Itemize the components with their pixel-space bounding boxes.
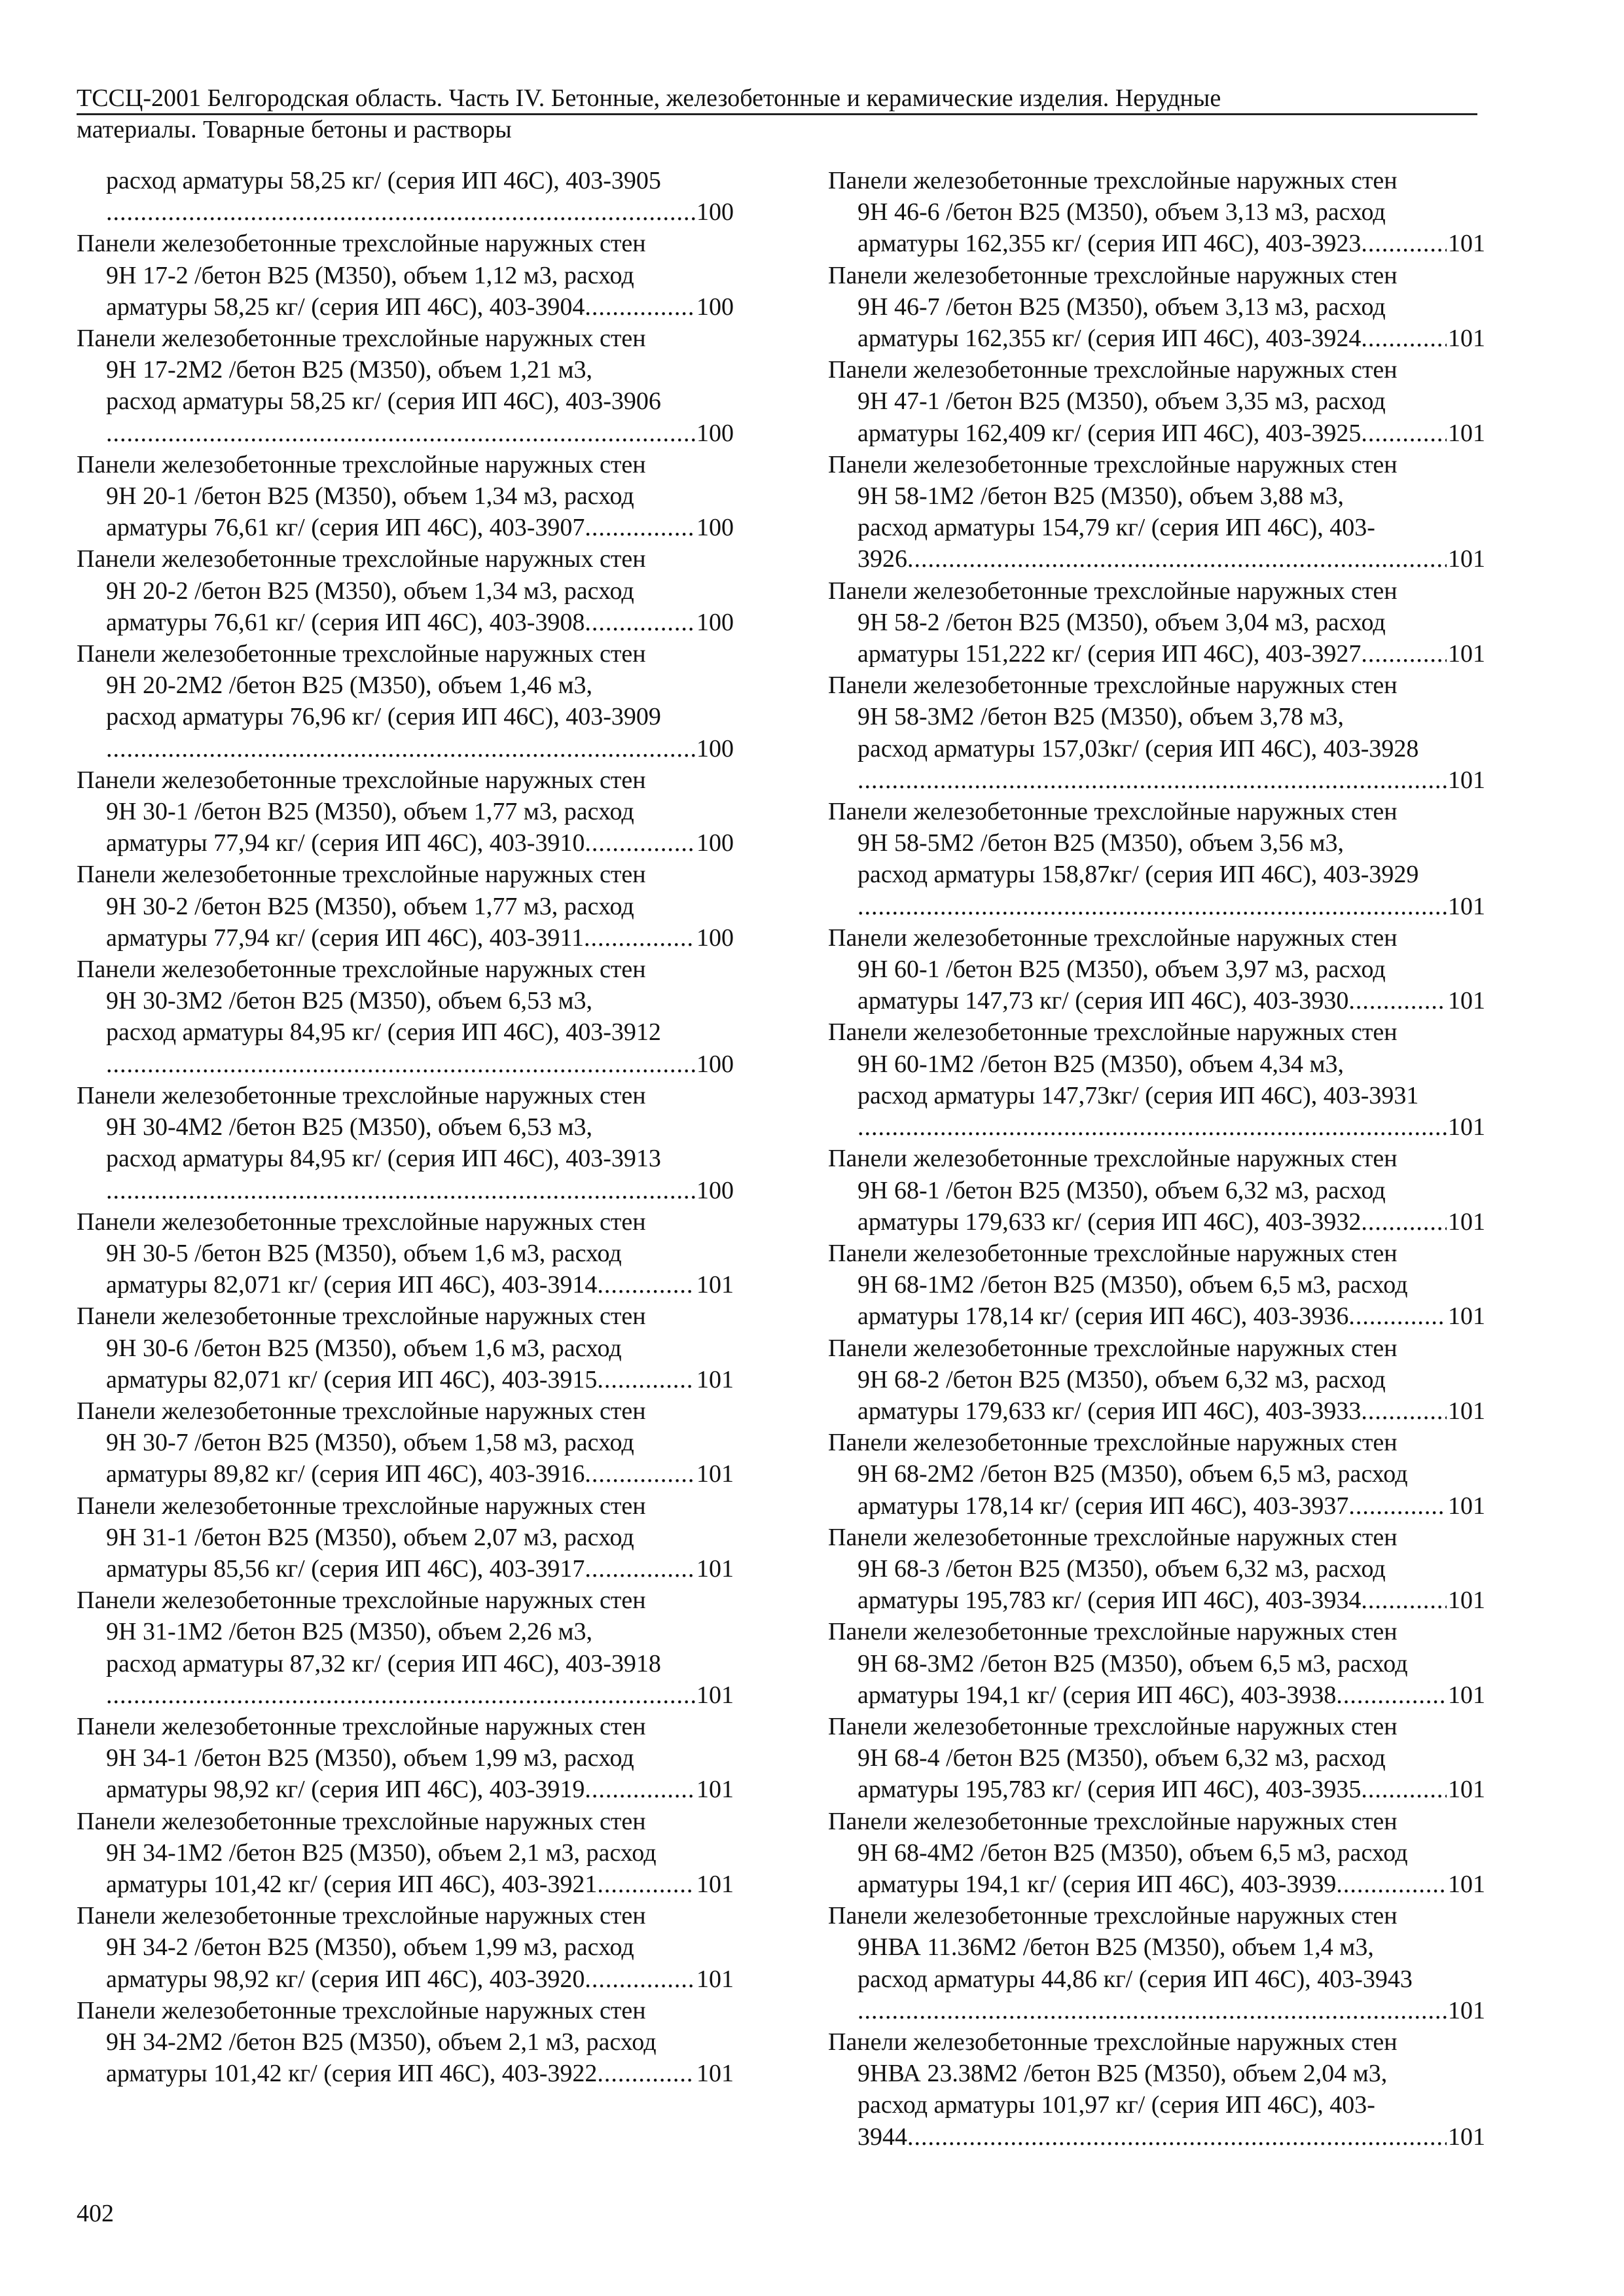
entry-leader-line	[77, 827, 734, 859]
entry-title-line: Панели железобетонные трехслойные наружных стен	[828, 1145, 1398, 1173]
entry-page-number: 101	[1448, 1587, 1485, 1615]
entry-text-line: 9Н 31-1М2 /бетон B25 (M350), объем 2,26 м3,	[106, 1618, 593, 1646]
dot-leader	[1336, 1679, 1447, 1711]
entry-title-line: Панели железобетонные трехслойные наружных стен	[77, 1712, 646, 1740]
entry-page-number: 101	[1448, 1113, 1485, 1141]
entry-leader-text: арматуры 98,92 кг/ (серия ИП 46С), 403-3919	[106, 1776, 585, 1804]
index-entry	[828, 165, 1485, 260]
entry-page-number: 101	[1448, 766, 1485, 794]
dot-leader	[106, 1679, 695, 1711]
dot-leader	[1336, 1869, 1447, 1900]
index-entry	[828, 796, 1485, 922]
entry-text-line: 9Н 68-4М2 /бетон B25 (M350), объем 6,5 м3, расход	[857, 1839, 1408, 1867]
dot-leader	[1348, 985, 1447, 1016]
index-entry	[77, 1080, 734, 1206]
entry-leader-line	[828, 985, 1485, 1016]
entry-title-line: Панели железобетонные трехслойные наружных стен	[828, 924, 1398, 952]
dot-leader	[106, 733, 695, 764]
entry-leader-text: арматуры 151,222 кг/ (серия ИП 46С), 403-3927	[857, 640, 1362, 668]
entry-title-line: Панели железобетонные трехслойные наружных стен	[77, 640, 646, 668]
entry-leader-line	[77, 733, 734, 764]
entry-text-line: 9Н 30-4М2 /бетон B25 (M350), объем 6,53 м3,	[106, 1113, 593, 1141]
right-column	[828, 165, 1485, 2153]
entry-text-line: 9Н 17-2М2 /бетон B25 (M350), объем 1,21 м3,	[106, 356, 593, 384]
entry-leader-line	[77, 291, 734, 323]
index-entry	[828, 449, 1485, 575]
index-entry	[77, 1585, 734, 1711]
entry-text-line: 9Н 60-1 /бетон B25 (M350), объем 3,97 м3, расход	[857, 956, 1386, 984]
entry-title-line: Панели железобетонные трехслойные наружных стен	[828, 1239, 1398, 1267]
entry-leader-text: арматуры 195,783 кг/ (серия ИП 46С), 403-3934	[857, 1587, 1362, 1615]
entry-page-number: 100	[696, 1050, 734, 1078]
index-entry	[828, 1333, 1485, 1427]
entry-leader-text: арматуры 77,94 кг/ (серия ИП 46С), 403-3910	[106, 829, 585, 857]
entry-page-number: 101	[1448, 1681, 1485, 1709]
entry-leader-line	[828, 543, 1485, 575]
entry-page-number: 101	[1448, 1397, 1485, 1425]
index-entry	[77, 228, 734, 323]
entry-title-line: Панели железобетонные трехслойные наружных стен	[828, 261, 1398, 289]
entry-leader-text: арматуры 82,071 кг/ (серия ИП 46С), 403-3914	[106, 1271, 598, 1299]
entry-leader-line	[828, 638, 1485, 670]
dot-leader	[1348, 1300, 1447, 1332]
entry-text-line: 9Н 60-1М2 /бетон B25 (M350), объем 4,34 м3,	[857, 1050, 1344, 1078]
entry-text-line: 9Н 34-2 /бетон B25 (M350), объем 1,99 м3, расход	[106, 1933, 634, 1962]
entry-text-line: 9Н 68-2 /бетон B25 (M350), объем 6,32 м3, расход	[857, 1365, 1386, 1393]
entry-leader-text: арматуры 76,61 кг/ (серия ИП 46С), 403-3908	[106, 608, 585, 636]
dot-leader	[857, 764, 1447, 796]
entry-leader-line	[828, 1679, 1485, 1711]
entry-text-line: 9Н 20-2М2 /бетон B25 (M350), объем 1,46 м3,	[106, 672, 593, 700]
index-entry	[828, 1238, 1485, 1333]
entry-leader-line	[77, 607, 734, 638]
entry-leader-text: арматуры 82,071 кг/ (серия ИП 46С), 403-3915	[106, 1365, 598, 1393]
entry-title-line: Панели железобетонные трехслойные наружных стен	[828, 2028, 1398, 2056]
entry-leader-text: арматуры 101,42 кг/ (серия ИП 46С), 403-3922	[106, 2060, 598, 2088]
left-column	[77, 165, 734, 2089]
entry-title-line: Панели железобетонные трехслойные наружных стен	[77, 1807, 646, 1835]
dot-leader	[597, 2058, 695, 2089]
index-entry	[77, 764, 734, 859]
entry-leader-text: арматуры 85,56 кг/ (серия ИП 46С), 403-3917	[106, 1554, 585, 1583]
entry-title-line: Панели железобетонные трехслойные наружных стен	[77, 1587, 646, 1615]
index-entry	[77, 165, 734, 228]
entry-text-line: 9НВА 11.36М2 /бетон B25 (M350), объем 1,4 м3,	[857, 1933, 1374, 1962]
entry-title-line: Панели железобетонные трехслойные наружных стен	[77, 545, 646, 573]
entry-leader-line	[828, 764, 1485, 796]
entry-page-number: 101	[1448, 419, 1485, 447]
dot-leader	[1361, 1206, 1447, 1238]
entry-page-number: 101	[1448, 987, 1485, 1015]
entry-page-number: 101	[1448, 892, 1485, 920]
index-entry	[77, 954, 734, 1080]
entry-page-number: 101	[696, 1870, 734, 1898]
dot-leader	[597, 1869, 695, 1900]
dot-leader	[1361, 638, 1447, 670]
entry-text-line: 9Н 30-2 /бетон B25 (M350), объем 1,77 м3, расход	[106, 892, 634, 920]
entry-title-line: Панели железобетонные трехслойные наружных стен	[77, 861, 646, 889]
entry-text-line: расход арматуры 58,25 кг/ (серия ИП 46С), 403-3906	[106, 387, 661, 416]
dot-leader	[585, 1553, 695, 1585]
entry-leader-text: арматуры 98,92 кг/ (серия ИП 46С), 403-3920	[106, 1965, 585, 1993]
entry-title-line: Панели железобетонные трехслойные наружных стен	[77, 325, 646, 353]
entry-text-line: 9Н 68-3 /бетон B25 (M350), объем 6,32 м3, расход	[857, 1554, 1386, 1583]
entry-leader-line	[828, 418, 1485, 449]
entry-text-line: расход арматуры 84,95 кг/ (серия ИП 46С), 403-3913	[106, 1145, 661, 1173]
entry-leader-text: арматуры 77,94 кг/ (серия ИП 46С), 403-3911	[106, 924, 584, 952]
dot-leader	[585, 1964, 695, 1995]
entry-title-line: Панели железобетонные трехслойные наружных стен	[828, 1618, 1398, 1646]
entry-leader-text: арматуры 89,82 кг/ (серия ИП 46С), 403-3916	[106, 1460, 585, 1488]
entry-leader-line	[828, 1490, 1485, 1522]
index-entry	[77, 1206, 734, 1301]
entry-title-line: Панели железобетонные трехслойные наружных стен	[77, 1302, 646, 1331]
index-entry	[77, 543, 734, 638]
entry-text-line: 9Н 34-1М2 /бетон B25 (M350), объем 2,1 м3, расход	[106, 1839, 657, 1867]
entry-title-line: Панели железобетонные трехслойные наружных стен	[77, 230, 646, 258]
entry-text-line: 9Н 46-6 /бетон B25 (M350), объем 3,13 м3, расход	[857, 198, 1386, 226]
entry-text-line: 9Н 30-1 /бетон B25 (M350), объем 1,77 м3, расход	[106, 798, 634, 826]
entry-title-line: Панели железобетонные трехслойные наружных стен	[828, 167, 1398, 194]
index-entry	[77, 1995, 734, 2090]
index-entry	[828, 575, 1485, 670]
index-entry	[77, 1806, 734, 1901]
entry-text-line: 9Н 58-1М2 /бетон B25 (M350), объем 3,88 м3,	[857, 482, 1344, 511]
index-entry	[828, 1711, 1485, 1806]
entry-leader-line	[828, 323, 1485, 354]
dot-leader	[907, 543, 1447, 575]
entry-text-line: 9Н 31-1 /бетон B25 (M350), объем 2,07 м3, расход	[106, 1523, 634, 1551]
index-entry	[828, 1806, 1485, 1901]
entry-page-number: 101	[1448, 1870, 1485, 1898]
entry-title-line: Панели железобетонные трехслойные наружных стен	[77, 1397, 646, 1425]
entry-leader-line	[77, 1458, 734, 1490]
dot-leader	[907, 2121, 1447, 2153]
index-entry	[77, 449, 734, 544]
entry-text-line: 9Н 68-4 /бетон B25 (M350), объем 6,32 м3, расход	[857, 1744, 1386, 1772]
entry-title-line: Панели железобетонные трехслойные наружных стен	[77, 1081, 646, 1109]
entry-page-number: 101	[696, 1365, 734, 1393]
index-entry	[77, 1711, 734, 1806]
entry-leader-line	[77, 1869, 734, 1900]
entry-title-line: Панели железобетонные трехслойные наружных стен	[828, 1018, 1398, 1047]
entry-leader-text: арматуры 194,1 кг/ (серия ИП 46С), 403-3938	[857, 1681, 1337, 1709]
dot-leader	[106, 196, 695, 228]
entry-text-line: расход арматуры 87,32 кг/ (серия ИП 46С), 403-3918	[106, 1649, 661, 1677]
dot-leader	[585, 1774, 695, 1805]
entry-leader-line	[828, 228, 1485, 259]
entry-page-number: 101	[1448, 2123, 1485, 2151]
entry-leader-line	[828, 1774, 1485, 1805]
entry-text-line: 9Н 30-3М2 /бетон B25 (M350), объем 6,53 м3,	[106, 987, 593, 1015]
index-entry	[77, 1395, 734, 1490]
entry-leader-line	[828, 1395, 1485, 1427]
entry-leader-line	[828, 1585, 1485, 1616]
entry-leader-text: арматуры 195,783 кг/ (серия ИП 46С), 403-3935	[857, 1776, 1362, 1804]
index-entry	[77, 1900, 734, 1995]
dot-leader	[597, 1269, 695, 1300]
dot-leader	[857, 891, 1447, 922]
entry-text-line: расход арматуры 44,86 кг/ (серия ИП 46С), 403-3943	[857, 1965, 1413, 1993]
entry-leader-line	[77, 1774, 734, 1805]
entry-leader-line	[77, 1679, 734, 1711]
entry-title-line: Панели железобетонные трехслойные наружных стен	[828, 450, 1398, 478]
entry-text-line: 9Н 34-1 /бетон B25 (M350), объем 1,99 м3, расход	[106, 1744, 634, 1772]
dot-leader	[585, 291, 695, 323]
entry-text-line: 9Н 34-2М2 /бетон B25 (M350), объем 2,1 м3, расход	[106, 2028, 657, 2056]
entry-leader-line	[77, 2058, 734, 2089]
entry-text-line: 9Н 30-6 /бетон B25 (M350), объем 1,6 м3, расход	[106, 1334, 622, 1362]
index-entry	[828, 1143, 1485, 1238]
index-entry	[828, 260, 1485, 355]
entry-text-line: 9Н 47-1 /бетон B25 (M350), объем 3,35 м3, расход	[857, 387, 1386, 416]
entry-title-line: Панели железобетонные трехслойные наружных стен	[77, 450, 646, 478]
entry-leader-text: арматуры 147,73 кг/ (серия ИП 46С), 403-3930	[857, 987, 1349, 1015]
entry-title-line: Панели железобетонные трехслойные наружных стен	[77, 1208, 646, 1236]
entry-page-number: 100	[696, 924, 734, 952]
dot-leader	[106, 1049, 695, 1080]
entry-title-line: Панели железобетонные трехслойные наружных стен	[77, 1492, 646, 1520]
entry-leader-line	[77, 1964, 734, 1995]
entry-leader-line	[828, 1206, 1485, 1238]
entry-text-line: 9Н 17-2 /бетон B25 (M350), объем 1,12 м3, расход	[106, 261, 634, 289]
entry-leader-line	[828, 891, 1485, 922]
entry-page-number: 100	[696, 734, 734, 762]
entry-leader-line	[77, 922, 734, 954]
entry-page-number: 101	[1448, 230, 1485, 258]
entry-leader-text: арматуры 101,42 кг/ (серия ИП 46С), 403-3921	[106, 1870, 598, 1898]
entry-leader-text: арматуры 58,25 кг/ (серия ИП 46С), 403-3904	[106, 293, 585, 321]
entry-page-number: 100	[696, 514, 734, 542]
dot-leader	[585, 512, 695, 543]
entry-page-number: 100	[696, 198, 734, 226]
entry-title-line: Панели железобетонные трехслойные наружных стен	[828, 1334, 1398, 1362]
entry-leader-line	[77, 1049, 734, 1080]
entry-page-number: 101	[696, 1776, 734, 1804]
index-entry	[828, 1427, 1485, 1522]
index-entry	[828, 354, 1485, 449]
entry-text-line: 9Н 68-1 /бетон B25 (M350), объем 6,32 м3, расход	[857, 1176, 1386, 1204]
index-entry	[77, 1490, 734, 1585]
entry-page-number: 100	[696, 829, 734, 857]
dot-leader	[585, 1458, 695, 1490]
entry-leader-line	[77, 512, 734, 543]
entry-page-number: 101	[696, 1554, 734, 1583]
entry-leader-line	[77, 1364, 734, 1395]
entry-leader-line	[828, 2121, 1485, 2153]
entry-title-line: Панели железобетонные трехслойные наружных стен	[828, 356, 1398, 384]
entry-leader-line	[77, 1553, 734, 1585]
entry-text-line: 9Н 68-3М2 /бетон B25 (M350), объем 6,5 м3, расход	[857, 1649, 1408, 1677]
dot-leader	[1361, 1774, 1447, 1805]
entry-page-number: 101	[696, 1681, 734, 1709]
entry-leader-line	[77, 196, 734, 228]
entry-page-number: 101	[1448, 1208, 1485, 1236]
entry-leader-line	[828, 1995, 1485, 2026]
entry-page-number: 101	[1448, 545, 1485, 573]
dot-leader	[1361, 418, 1447, 449]
entry-leader-text: арматуры 162,355 кг/ (серия ИП 46С), 403-3923	[857, 230, 1362, 258]
entry-leader-text: арматуры 179,633 кг/ (серия ИП 46С), 403-3932	[857, 1208, 1362, 1236]
entry-page-number: 101	[696, 1271, 734, 1299]
entry-text-line: 9Н 30-5 /бетон B25 (M350), объем 1,6 м3, расход	[106, 1239, 622, 1267]
entry-title-line: Панели железобетонные трехслойные наружных стен	[828, 1807, 1398, 1835]
entry-leader-text: арматуры 194,1 кг/ (серия ИП 46С), 403-3939	[857, 1870, 1337, 1898]
index-entry	[828, 1616, 1485, 1711]
entry-page-number: 101	[1448, 1996, 1485, 2024]
entry-title-line: Панели железобетонные трехслойные наружных стен	[77, 956, 646, 984]
index-entry	[77, 1300, 734, 1395]
entry-page-number: 101	[696, 1460, 734, 1488]
entry-text-line: 9НВА 23.38М2 /бетон B25 (M350), объем 2,04 м3,	[857, 2060, 1388, 2088]
entry-title-line: Панели железобетонные трехслойные наружных стен	[77, 1996, 646, 2024]
entry-text-line: 9Н 46-7 /бетон B25 (M350), объем 3,13 м3, расход	[857, 293, 1386, 321]
entry-text-line: 9Н 30-7 /бетон B25 (M350), объем 1,58 м3, расход	[106, 1429, 634, 1457]
entry-page-number: 100	[696, 293, 734, 321]
entry-page-number: 101	[696, 1965, 734, 1993]
entry-leader-line	[77, 1269, 734, 1300]
dot-leader	[1361, 323, 1447, 354]
index-entry	[77, 323, 734, 449]
entry-text-line: 9Н 20-2 /бетон B25 (M350), объем 1,34 м3, расход	[106, 577, 634, 605]
index-entry	[828, 670, 1485, 796]
entry-text-line: 9Н 20-1 /бетон B25 (M350), объем 1,34 м3, расход	[106, 482, 634, 511]
entry-text-line: расход арматуры 158,87кг/ (серия ИП 46С), 403-3929	[857, 861, 1419, 889]
entry-leader-line	[828, 1111, 1485, 1143]
entry-page-number: 101	[1448, 1776, 1485, 1804]
entry-leader-line	[77, 418, 734, 449]
entry-page-number: 100	[696, 1176, 734, 1204]
dot-leader	[597, 1364, 695, 1395]
entry-leader-text: арматуры 178,14 кг/ (серия ИП 46С), 403-3936	[857, 1302, 1349, 1331]
dot-leader	[106, 418, 695, 449]
entry-title-line: Панели железобетонные трехслойные наружных стен	[828, 1712, 1398, 1740]
entry-leader-text: арматуры 179,633 кг/ (серия ИП 46С), 403-3933	[857, 1397, 1362, 1425]
dot-leader	[1361, 1395, 1447, 1427]
entry-leader-text: 3944	[857, 2123, 907, 2151]
entry-text-line: расход арматуры 101,97 кг/ (серия ИП 46С), 403-	[857, 2091, 1375, 2119]
entry-page-number: 101	[696, 2060, 734, 2088]
entry-text-line: расход арматуры 157,03кг/ (серия ИП 46С), 403-3928	[857, 734, 1419, 762]
index-entry	[77, 638, 734, 764]
entry-title-line: Панели железобетонные трехслойные наружных стен	[828, 672, 1398, 700]
entry-leader-text: арматуры 178,14 кг/ (серия ИП 46С), 403-3937	[857, 1492, 1349, 1520]
index-entry	[828, 2026, 1485, 2153]
entry-text-line: расход арматуры 147,73кг/ (серия ИП 46С), 403-3931	[857, 1081, 1419, 1109]
entry-leader-text: арматуры 162,355 кг/ (серия ИП 46С), 403-3924	[857, 325, 1362, 353]
entry-page-number: 101	[1448, 640, 1485, 668]
header-title-line-2: материалы. Товарные бетоны и растворы	[77, 116, 512, 143]
entry-leader-line	[828, 1869, 1485, 1900]
entry-page-number: 100	[696, 419, 734, 447]
entry-leader-text: арматуры 76,61 кг/ (серия ИП 46С), 403-3907	[106, 514, 585, 542]
index-entry	[828, 922, 1485, 1017]
entry-text-line: расход арматуры 76,96 кг/ (серия ИП 46С), 403-3909	[106, 703, 661, 731]
dot-leader	[1361, 228, 1447, 259]
dot-leader	[1361, 1585, 1447, 1616]
entry-title-line: Панели железобетонные трехслойные наружных стен	[828, 1523, 1398, 1551]
header-title-line-1: ТССЦ-2001 Белгородская область. Часть IV. Бетонные, железобетонные и керамические изделия. Нерудные	[77, 84, 1221, 112]
index-entry	[77, 859, 734, 954]
entry-leader-line	[77, 1175, 734, 1206]
entry-text-line: 9Н 68-2М2 /бетон B25 (M350), объем 6,5 м3, расход	[857, 1460, 1408, 1488]
entry-page-number: 101	[1448, 325, 1485, 353]
dot-leader	[584, 922, 695, 954]
dot-leader	[857, 1995, 1447, 2026]
dot-leader	[585, 827, 695, 859]
entry-title-line: Панели железобетонные трехслойные наружных стен	[828, 577, 1398, 605]
dot-leader	[585, 607, 695, 638]
dot-leader	[857, 1111, 1447, 1143]
entry-leader-line	[828, 1300, 1485, 1332]
index-entry	[828, 1522, 1485, 1617]
entry-title-line: Панели железобетонные трехслойные наружных стен	[828, 1902, 1398, 1930]
page-header	[77, 84, 1477, 145]
entry-text-line: 9Н 58-2 /бетон B25 (M350), объем 3,04 м3, расход	[857, 608, 1386, 636]
entry-text-line: 9Н 68-1М2 /бетон B25 (M350), объем 6,5 м3, расход	[857, 1271, 1408, 1299]
entry-text-line: расход арматуры 58,25 кг/ (серия ИП 46С), 403-3905	[106, 167, 661, 194]
entry-title-line: Панели железобетонные трехслойные наружных стен	[77, 1902, 646, 1930]
entry-page-number: 101	[1448, 1302, 1485, 1331]
entry-title-line: Панели железобетонные трехслойные наружных стен	[77, 766, 646, 794]
entry-leader-text: 3926	[857, 545, 907, 573]
index-entry	[828, 1900, 1485, 2026]
entry-title-line: Панели железобетонные трехслойные наружных стен	[828, 1429, 1398, 1457]
dot-leader	[106, 1175, 695, 1206]
entry-text-line: расход арматуры 84,95 кг/ (серия ИП 46С), 403-3912	[106, 1018, 661, 1047]
entry-text-line: 9Н 58-5М2 /бетон B25 (M350), объем 3,56 м3,	[857, 829, 1344, 857]
index-entry	[828, 1016, 1485, 1143]
entry-title-line: Панели железобетонные трехслойные наружных стен	[828, 798, 1398, 826]
entry-leader-text: арматуры 162,409 кг/ (серия ИП 46С), 403-3925	[857, 419, 1362, 447]
entry-page-number: 100	[696, 608, 734, 636]
dot-leader	[1348, 1490, 1447, 1522]
entry-text-line: расход арматуры 154,79 кг/ (серия ИП 46С), 403-	[857, 514, 1375, 542]
entry-page-number: 101	[1448, 1492, 1485, 1520]
page-number: 402	[77, 2200, 114, 2227]
entry-text-line: 9Н 58-3М2 /бетон B25 (M350), объем 3,78 м3,	[857, 703, 1344, 731]
